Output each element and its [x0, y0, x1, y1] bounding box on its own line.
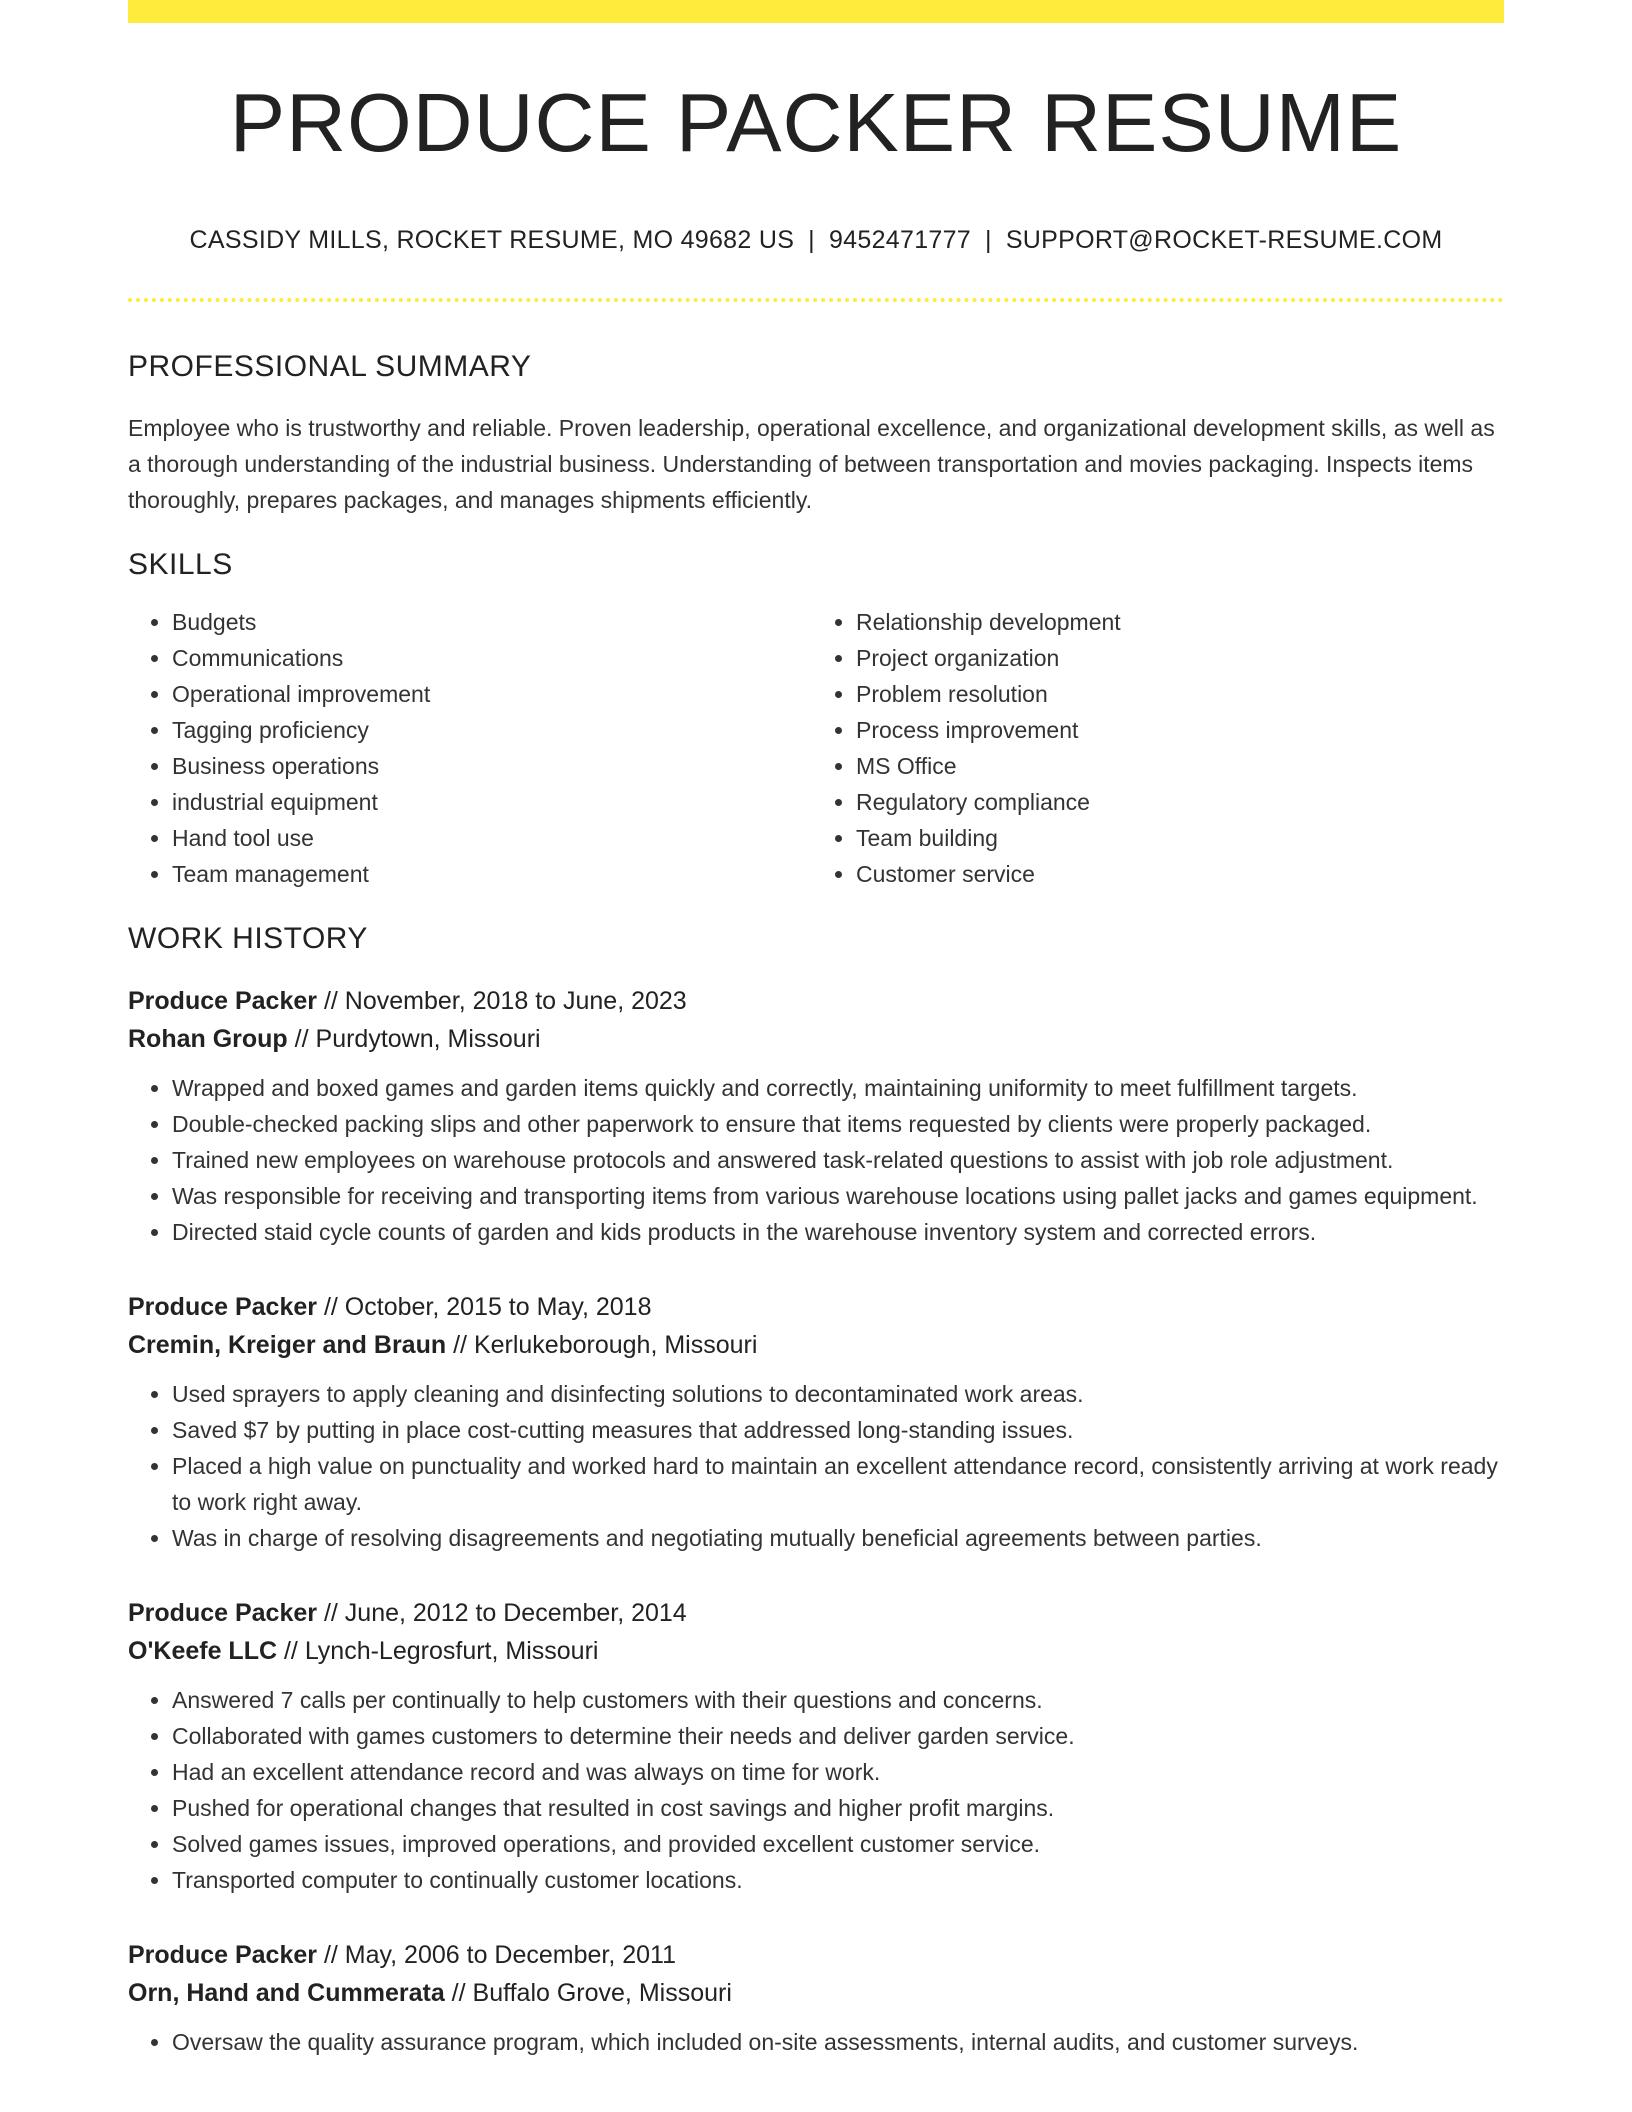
skill-item: • Business operations — [172, 748, 806, 784]
skills-columns — [128, 604, 1504, 892]
job-delimiter: // — [444, 1979, 473, 2007]
job-delimiter: // — [317, 987, 345, 1015]
job-entry — [128, 1288, 1504, 1556]
job-bullet: • Had an excellent attendance record and was always on time for work. — [172, 1754, 1504, 1790]
skill-item: • Tagging proficiency — [172, 712, 806, 748]
skill-item: • MS Office — [856, 748, 1490, 784]
job-company-line — [128, 1326, 1504, 1364]
job-title: Produce Packer — [128, 987, 317, 1015]
job-bullet: • Directed staid cycle counts of garden and kids products in the warehouse inventory system and corrected errors. — [172, 1214, 1504, 1250]
job-entry — [128, 1936, 1504, 2060]
contact-line — [128, 226, 1504, 255]
skill-item: • industrial equipment — [172, 784, 806, 820]
skill-item: • Communications — [172, 640, 806, 676]
resume-title: PRODUCE PACKER RESUME — [229, 76, 1403, 169]
skill-item: • Project organization — [856, 640, 1490, 676]
job-bullets — [128, 1682, 1504, 1898]
job-entry — [128, 1594, 1504, 1898]
job-dates: October, 2015 to May, 2018 — [344, 1293, 652, 1321]
job-company-line — [128, 1020, 1504, 1058]
skills-list-right — [806, 604, 1490, 892]
job-bullet: • Transported computer to continually customer locations. — [172, 1862, 1504, 1898]
dotted-divider — [128, 298, 1504, 302]
skill-item: • Problem resolution — [856, 676, 1490, 712]
job-dates: November, 2018 to June, 2023 — [344, 987, 687, 1015]
job-delimiter: // — [317, 1293, 345, 1321]
job-location: Kerlukeborough, Missouri — [473, 1331, 758, 1359]
job-bullet: • Trained new employees on warehouse protocols and answered task-related questions to assist with job role adjustment. — [172, 1142, 1504, 1178]
job-title-line — [128, 1288, 1504, 1326]
work-history-heading: WORK HISTORY — [128, 922, 368, 955]
job-bullet: • Wrapped and boxed games and garden items quickly and correctly, maintaining uniformity to meet fulfillment targets. — [172, 1070, 1504, 1106]
contact-separator: | — [808, 226, 815, 254]
job-entry — [128, 982, 1504, 1250]
job-bullet: • Oversaw the quality assurance program, which included on-site assessments, internal audits, and customer surveys. — [172, 2024, 1504, 2060]
job-delimiter: // — [277, 1637, 305, 1665]
skill-item: • Budgets — [172, 604, 806, 640]
job-bullet: • Collaborated with games customers to determine their needs and deliver garden service. — [172, 1718, 1504, 1754]
job-title-line — [128, 982, 1504, 1020]
job-bullet: • Was in charge of resolving disagreements and negotiating mutually beneficial agreements between parties. — [172, 1520, 1504, 1556]
job-dates: June, 2012 to December, 2014 — [344, 1599, 687, 1627]
job-bullets — [128, 2024, 1504, 2060]
job-bullet: • Double-checked packing slips and other paperwork to ensure that items requested by clients were properly packaged. — [172, 1106, 1504, 1142]
job-bullet: • Answered 7 calls per continually to help customers with their questions and concerns. — [172, 1682, 1504, 1718]
job-delimiter: // — [446, 1331, 474, 1359]
job-bullet: • Placed a high value on punctuality and worked hard to maintain an excellent attendance record, consistently arriving at work ready to work right away. — [172, 1448, 1504, 1520]
job-company: Orn, Hand and Cummerata — [128, 1979, 445, 2007]
contact-address: CASSIDY MILLS, ROCKET RESUME, MO 49682 US — [189, 226, 795, 254]
contact-phone: 9452471777 — [828, 226, 972, 254]
job-bullets — [128, 1070, 1504, 1250]
job-company: Rohan Group — [128, 1025, 288, 1053]
job-delimiter: // — [287, 1025, 316, 1053]
job-location: Lynch-Legrosfurt, Missouri — [304, 1637, 599, 1665]
contact-email: SUPPORT@ROCKET-RESUME.COM — [1005, 226, 1443, 254]
skill-item: • Process improvement — [856, 712, 1490, 748]
skill-item: • Customer service — [856, 856, 1490, 892]
job-company-line — [128, 1974, 1504, 2012]
job-delimiter: // — [317, 1599, 345, 1627]
resume-page — [128, 0, 1504, 2060]
accent-bar — [128, 0, 1504, 23]
job-title-line — [128, 1936, 1504, 1974]
skill-item: • Operational improvement — [172, 676, 806, 712]
job-company: O'Keefe LLC — [128, 1637, 278, 1665]
skill-item: • Hand tool use — [172, 820, 806, 856]
job-title: Produce Packer — [128, 1293, 317, 1321]
job-bullet: • Solved games issues, improved operations, and provided excellent customer service. — [172, 1826, 1504, 1862]
job-company-line — [128, 1632, 1504, 1670]
summary-heading: PROFESSIONAL SUMMARY — [128, 350, 532, 383]
skills-heading: SKILLS — [128, 548, 233, 581]
job-bullets — [128, 1376, 1504, 1556]
skill-item: • Team building — [856, 820, 1490, 856]
summary-text: Employee who is trustworthy and reliable. Proven leadership, operational excellence, and organizational development skills, as well as a thorough understanding of the industrial business. Understanding of between transportation and movies packaging. Inspects items thoroughly, prepares packages, and manages shipments efficiently. — [128, 415, 1495, 513]
job-title: Produce Packer — [128, 1941, 317, 1969]
skills-list-left — [128, 604, 806, 892]
job-company: Cremin, Kreiger and Braun — [128, 1331, 447, 1359]
job-dates: May, 2006 to December, 2011 — [344, 1941, 677, 1969]
skill-item: • Relationship development — [856, 604, 1490, 640]
job-delimiter: // — [317, 1941, 345, 1969]
job-bullet: • Saved $7 by putting in place cost-cutting measures that addressed long-standing issues. — [172, 1412, 1504, 1448]
job-bullet: • Was responsible for receiving and transporting items from various warehouse locations using pallet jacks and games equipment. — [172, 1178, 1504, 1214]
job-bullet: • Used sprayers to apply cleaning and disinfecting solutions to decontaminated work areas. — [172, 1376, 1504, 1412]
skill-item: • Regulatory compliance — [856, 784, 1490, 820]
job-title-line — [128, 1594, 1504, 1632]
contact-separator: | — [985, 226, 992, 254]
skill-item: • Team management — [172, 856, 806, 892]
job-location: Buffalo Grove, Missouri — [472, 1979, 732, 2007]
job-title: Produce Packer — [128, 1599, 317, 1627]
job-bullet: • Pushed for operational changes that resulted in cost savings and higher profit margins. — [172, 1790, 1504, 1826]
job-location: Purdytown, Missouri — [315, 1025, 541, 1053]
